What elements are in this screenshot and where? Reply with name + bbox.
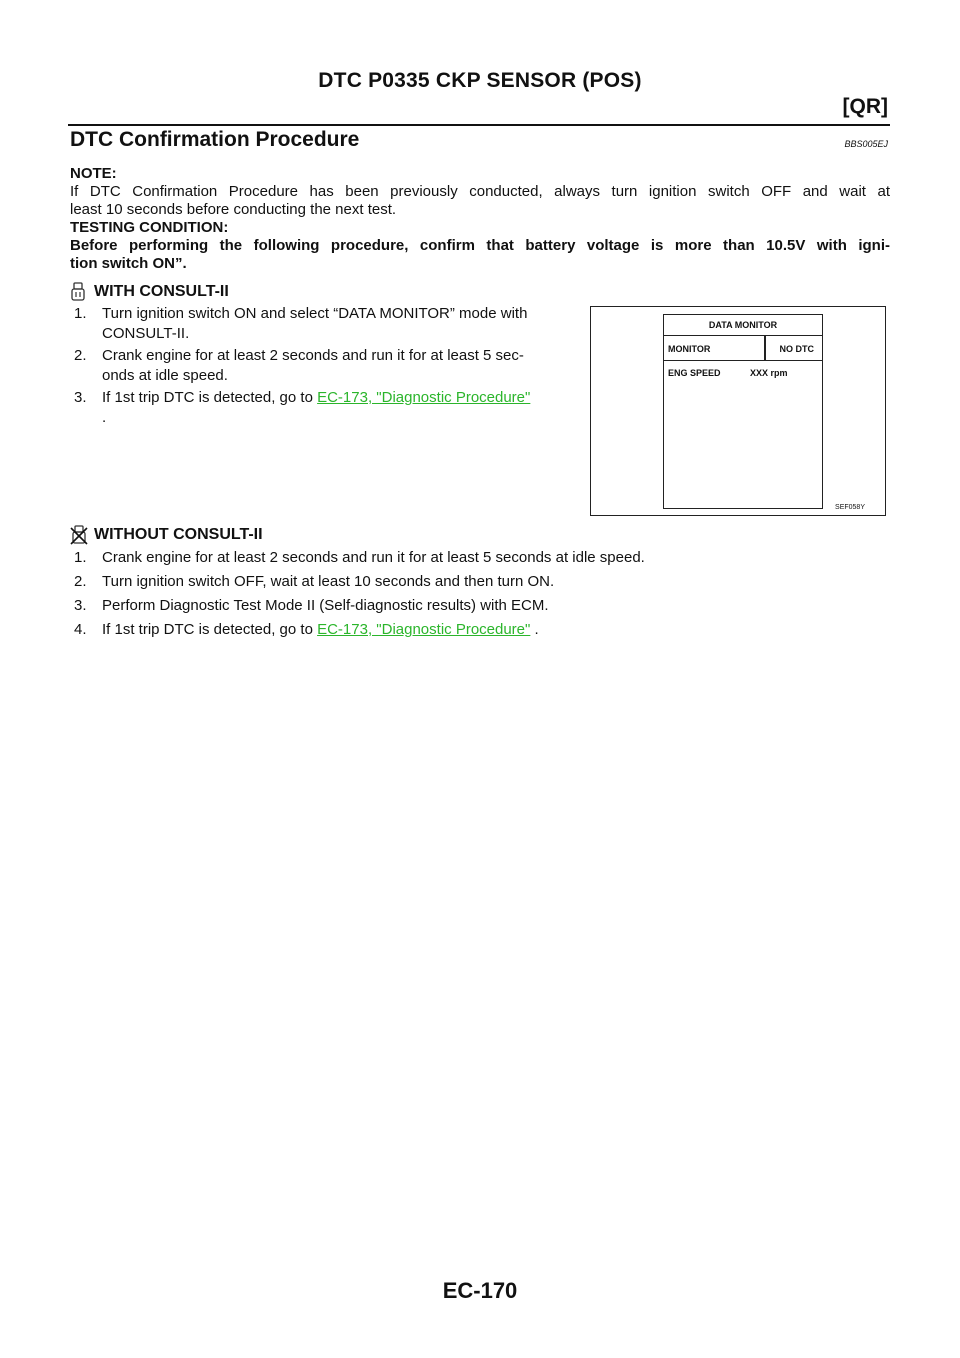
section-title: DTC Confirmation Procedure — [70, 128, 360, 151]
no-tool-icon — [70, 525, 88, 545]
step-text: Turn ignition switch OFF, wait at least 10 seconds and then turn ON. — [102, 573, 555, 590]
step-text-prefix: If 1st trip DTC is detected, go to — [102, 621, 318, 638]
step-text — [102, 620, 539, 640]
diagnostic-procedure-link[interactable]: EC-173, "Diagnostic Procedure" — [317, 621, 531, 638]
diagnostic-procedure-link[interactable]: EC-173, "Diagnostic Procedure" — [317, 389, 531, 406]
testing-condition-line-1: Before performing the following procedure, confirm that battery voltage is more than 10.5V with igni- — [70, 237, 890, 254]
note-line-2: least 10 seconds before conducting the next test. — [70, 201, 397, 218]
step-text: Perform Diagnostic Test Mode II (Self-diagnostic results) with ECM. — [102, 597, 549, 614]
step-text: Crank engine for at least 2 seconds and run it for at least 5 seconds at idle speed. — [102, 549, 645, 566]
without-consult-heading-text: WITHOUT CONSULT-II — [94, 526, 263, 543]
step-text-suffix: . — [530, 621, 539, 638]
with-consult-heading — [70, 282, 229, 302]
step-text-continued: onds at idle speed. — [102, 367, 228, 384]
screen-title: DATA MONITOR — [664, 315, 822, 336]
note-label: NOTE: — [70, 165, 117, 182]
monitor-column-label: MONITOR — [668, 344, 711, 354]
step-number: 1. — [74, 305, 87, 322]
step-text: Turn ignition switch ON and select “DATA MONITOR” mode with — [102, 305, 528, 322]
consult-tool-icon — [70, 282, 88, 302]
monitor-item-value: XXX rpm — [750, 368, 788, 378]
status-column-label: NO DTC — [779, 344, 814, 354]
step-number: 3. — [74, 597, 87, 614]
step-text-continued: . — [102, 409, 107, 426]
step-text-prefix: If 1st trip DTC is detected, go to — [102, 389, 318, 406]
engine-tag: [QR] — [842, 95, 888, 118]
monitor-item-label: ENG SPEED — [668, 368, 721, 378]
page-header-title: DTC P0335 CKP SENSOR (POS) — [318, 69, 642, 92]
figure-code: SEF058Y — [835, 504, 865, 511]
step-text: Crank engine for at least 2 seconds and run it for at least 5 sec- — [102, 347, 524, 364]
header-rule — [68, 124, 890, 126]
without-consult-heading — [70, 525, 263, 545]
testing-condition-label: TESTING CONDITION: — [70, 219, 229, 236]
consult-screen — [663, 314, 823, 509]
with-consult-heading-text: WITH CONSULT-II — [94, 283, 229, 300]
step-text-continued: CONSULT-II. — [102, 325, 190, 342]
data-monitor-figure — [590, 306, 886, 516]
page-number: EC-170 — [442, 1278, 518, 1303]
step-number: 2. — [74, 347, 87, 364]
step-number: 1. — [74, 549, 87, 566]
note-line-1: If DTC Confirmation Procedure has been previously conducted, always turn ignition switch OFF and wait at — [70, 183, 890, 200]
testing-condition-line-2: tion switch ON”. — [70, 255, 187, 272]
section-code: BBS005EJ — [844, 139, 888, 149]
monitor-item-row — [668, 368, 818, 378]
step-number: 2. — [74, 573, 87, 590]
step-number: 4. — [74, 621, 87, 638]
column-divider — [764, 336, 766, 360]
screen-column-header — [664, 336, 822, 361]
step-text — [102, 388, 530, 408]
step-number: 3. — [74, 389, 87, 406]
